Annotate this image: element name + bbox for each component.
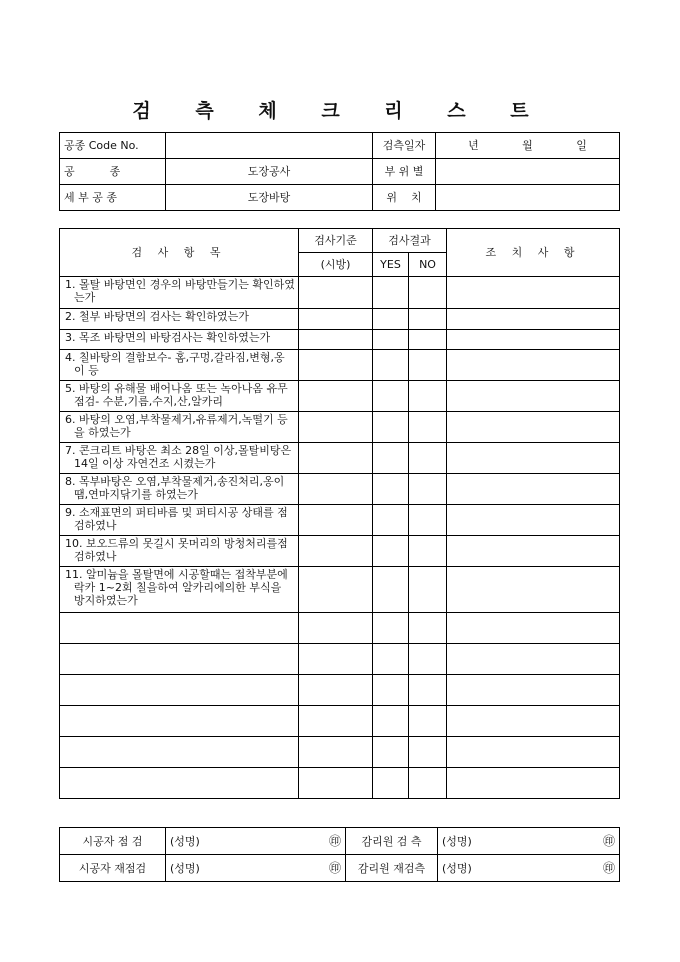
action-cell[interactable] bbox=[447, 737, 620, 768]
standard-cell[interactable] bbox=[299, 536, 373, 567]
action-cell[interactable] bbox=[447, 443, 620, 474]
item-cell bbox=[60, 613, 299, 644]
table-row bbox=[60, 443, 620, 474]
header-no: NO bbox=[409, 253, 447, 277]
standard-cell[interactable] bbox=[299, 474, 373, 505]
yes-cell[interactable] bbox=[373, 768, 409, 799]
standard-cell[interactable] bbox=[299, 443, 373, 474]
yes-cell[interactable] bbox=[373, 675, 409, 706]
standard-cell[interactable] bbox=[299, 350, 373, 381]
yes-cell[interactable] bbox=[373, 644, 409, 675]
supervisor-inspection-label: 감리원 검 측 bbox=[346, 828, 438, 855]
yes-cell[interactable] bbox=[373, 474, 409, 505]
no-cell[interactable] bbox=[409, 567, 447, 613]
info-row-trade bbox=[60, 159, 620, 185]
action-cell[interactable] bbox=[447, 330, 620, 350]
no-cell[interactable] bbox=[409, 309, 447, 330]
yes-cell[interactable] bbox=[373, 613, 409, 644]
location-value[interactable] bbox=[436, 185, 620, 211]
item-cell bbox=[60, 644, 299, 675]
blank-row bbox=[60, 675, 620, 706]
table-row bbox=[60, 330, 620, 350]
item-cell bbox=[60, 381, 299, 412]
seal-icon: ㊞ bbox=[328, 860, 341, 875]
no-cell[interactable] bbox=[409, 536, 447, 567]
action-cell[interactable] bbox=[447, 706, 620, 737]
item-cell bbox=[60, 330, 299, 350]
info-table bbox=[59, 132, 620, 211]
no-cell[interactable] bbox=[409, 737, 447, 768]
seal-icon: ㊞ bbox=[602, 833, 615, 848]
no-cell[interactable] bbox=[409, 706, 447, 737]
contractor-reinspection-label: 시공자 재점검 bbox=[60, 855, 166, 882]
subtrade-value[interactable]: 도장바탕 bbox=[166, 185, 373, 211]
table-row bbox=[60, 567, 620, 613]
yes-cell[interactable] bbox=[373, 737, 409, 768]
subtrade-label: 세 부 공 종 bbox=[60, 185, 166, 211]
inspection-date-value[interactable]: 년 월 일 bbox=[436, 133, 620, 159]
part-value[interactable] bbox=[436, 159, 620, 185]
yes-cell[interactable] bbox=[373, 536, 409, 567]
item-cell bbox=[60, 768, 299, 799]
info-row-subtrade bbox=[60, 185, 620, 211]
table-row bbox=[60, 474, 620, 505]
blank-row bbox=[60, 706, 620, 737]
standard-cell[interactable] bbox=[299, 567, 373, 613]
yes-cell[interactable] bbox=[373, 706, 409, 737]
standard-cell[interactable] bbox=[299, 644, 373, 675]
standard-cell[interactable] bbox=[299, 675, 373, 706]
checklist-item-text: 2. 철부 바탕면의 검사는 확인하였는가 bbox=[65, 310, 249, 323]
action-cell[interactable] bbox=[447, 277, 620, 309]
standard-cell[interactable] bbox=[299, 381, 373, 412]
no-cell[interactable] bbox=[409, 644, 447, 675]
standard-cell[interactable] bbox=[299, 309, 373, 330]
action-cell[interactable] bbox=[447, 309, 620, 330]
seal-icon: ㊞ bbox=[328, 833, 341, 848]
name-label: (성명) bbox=[170, 861, 200, 875]
header-standard-sub bbox=[299, 253, 373, 277]
yes-cell[interactable] bbox=[373, 443, 409, 474]
no-cell[interactable] bbox=[409, 768, 447, 799]
table-row bbox=[60, 505, 620, 536]
action-cell[interactable] bbox=[447, 675, 620, 706]
table-row bbox=[60, 350, 620, 381]
standard-cell[interactable] bbox=[299, 768, 373, 799]
standard-cell[interactable] bbox=[299, 330, 373, 350]
table-row bbox=[60, 277, 620, 309]
item-cell bbox=[60, 443, 299, 474]
no-cell[interactable] bbox=[409, 505, 447, 536]
no-cell[interactable] bbox=[409, 613, 447, 644]
header-item: 검 사 항 목 bbox=[60, 229, 299, 277]
info-row-code bbox=[60, 133, 620, 159]
no-cell[interactable] bbox=[409, 350, 447, 381]
header-yes: YES bbox=[373, 253, 409, 277]
action-cell[interactable] bbox=[447, 613, 620, 644]
table-row bbox=[60, 309, 620, 330]
action-cell[interactable] bbox=[447, 381, 620, 412]
part-label: 부 위 별 bbox=[373, 159, 436, 185]
action-cell[interactable] bbox=[447, 505, 620, 536]
standard-cell[interactable] bbox=[299, 613, 373, 644]
action-cell[interactable] bbox=[447, 474, 620, 505]
table-row bbox=[60, 536, 620, 567]
inspection-date-label: 검측일자 bbox=[373, 133, 436, 159]
checklist-item-text: 8. 목부바탕은 오염,부착물제거,송진처리,옹이땜,연마지닦기를 하였는가 bbox=[65, 475, 285, 501]
code-value[interactable] bbox=[166, 133, 373, 159]
trade-label: 공 종 bbox=[60, 159, 166, 185]
no-cell[interactable] bbox=[409, 443, 447, 474]
standard-cell[interactable] bbox=[299, 737, 373, 768]
checklist-item-text: 1. 몰탈 바탕면인 경우의 바탕만들기는 확인하였는가 bbox=[65, 278, 295, 304]
signoff-row-1 bbox=[60, 828, 620, 855]
supervisor-reinspection-label: 감리원 재검측 bbox=[346, 855, 438, 882]
no-cell[interactable] bbox=[409, 330, 447, 350]
trade-value[interactable]: 도장공사 bbox=[166, 159, 373, 185]
item-cell bbox=[60, 350, 299, 381]
no-cell[interactable] bbox=[409, 412, 447, 443]
header-standard bbox=[299, 229, 373, 253]
name-label: (성명) bbox=[442, 834, 472, 848]
item-cell bbox=[60, 505, 299, 536]
table-row bbox=[60, 412, 620, 443]
item-cell bbox=[60, 567, 299, 613]
action-cell[interactable] bbox=[447, 768, 620, 799]
yes-cell[interactable] bbox=[373, 381, 409, 412]
item-cell bbox=[60, 536, 299, 567]
yes-cell[interactable] bbox=[373, 350, 409, 381]
item-cell bbox=[60, 277, 299, 309]
yes-cell[interactable] bbox=[373, 567, 409, 613]
signoff-row-2 bbox=[60, 855, 620, 882]
checklist-item-text: 11. 알미늄을 몰탈면에 시공할때는 접착부분에 락카 1~2회 칠을하여 알카리에의한 부식을 방지하였는가 bbox=[65, 568, 288, 607]
no-cell[interactable] bbox=[409, 277, 447, 309]
seal-icon: ㊞ bbox=[602, 860, 615, 875]
blank-row bbox=[60, 768, 620, 799]
blank-row bbox=[60, 613, 620, 644]
yes-cell[interactable] bbox=[373, 330, 409, 350]
item-cell bbox=[60, 737, 299, 768]
table-row bbox=[60, 381, 620, 412]
yes-cell[interactable] bbox=[373, 309, 409, 330]
contractor-inspection-label: 시공자 점 검 bbox=[60, 828, 166, 855]
checklist-item-text: 9. 소재표면의 퍼티바름 및 퍼티시공 상태를 점검하였나 bbox=[65, 506, 288, 532]
checklist-body bbox=[60, 277, 620, 799]
item-cell bbox=[60, 675, 299, 706]
no-cell[interactable] bbox=[409, 381, 447, 412]
checklist-item-text: 4. 칠바탕의 결함보수- 홈,구멍,갈라짐,변형,옹이 등 bbox=[65, 351, 285, 377]
item-cell bbox=[60, 706, 299, 737]
item-cell bbox=[60, 474, 299, 505]
yes-cell[interactable] bbox=[373, 277, 409, 309]
item-cell bbox=[60, 309, 299, 330]
standard-cell[interactable] bbox=[299, 706, 373, 737]
name-label: (성명) bbox=[442, 861, 472, 875]
standard-cell[interactable] bbox=[299, 412, 373, 443]
page-title: 검 측 체 크 리 스 트 bbox=[132, 100, 548, 122]
action-cell[interactable] bbox=[447, 412, 620, 443]
contractor-reinspection-sign[interactable] bbox=[166, 855, 346, 882]
code-label: 공종 Code No. bbox=[60, 133, 166, 159]
checklist-item-text: 6. 바탕의 오염,부착물제거,유류제거,녹떨기 등을 하였는가 bbox=[65, 413, 288, 439]
contractor-inspection-sign[interactable] bbox=[166, 828, 346, 855]
standard-cell[interactable] bbox=[299, 277, 373, 309]
checklist-item-text: 5. 바탕의 유해물 배어나옴 또는 녹아나옴 유무점검- 수분,기름,수지,산,알카리 bbox=[65, 382, 288, 408]
checklist-table bbox=[59, 228, 620, 799]
location-label: 위 치 bbox=[373, 185, 436, 211]
blank-row bbox=[60, 644, 620, 675]
action-cell[interactable] bbox=[447, 536, 620, 567]
name-label: (성명) bbox=[170, 834, 200, 848]
action-cell[interactable] bbox=[447, 350, 620, 381]
yes-cell[interactable] bbox=[373, 412, 409, 443]
checklist-item-text: 3. 목조 바탕면의 바탕검사는 확인하였는가 bbox=[65, 331, 271, 344]
standard-cell[interactable] bbox=[299, 505, 373, 536]
header-row-1 bbox=[60, 229, 620, 253]
action-cell[interactable] bbox=[447, 644, 620, 675]
item-cell bbox=[60, 412, 299, 443]
supervisor-inspection-sign[interactable] bbox=[438, 828, 620, 855]
signoff-table bbox=[59, 827, 620, 882]
yes-cell[interactable] bbox=[373, 505, 409, 536]
no-cell[interactable] bbox=[409, 675, 447, 706]
header-standard-line1: 검사기준 bbox=[314, 234, 357, 247]
header-standard-line2: (시방) bbox=[320, 258, 351, 271]
blank-row bbox=[60, 737, 620, 768]
no-cell[interactable] bbox=[409, 474, 447, 505]
checklist-item-text: 10. 보오드류의 못길시 못머리의 방청처리를점검하였나 bbox=[65, 537, 288, 563]
action-cell[interactable] bbox=[447, 567, 620, 613]
header-result: 검사결과 bbox=[373, 229, 447, 253]
checklist-item-text: 7. 콘크리트 바탕은 최소 28일 이상,몰탈비탕은 14일 이상 자연건조 시켰는가 bbox=[65, 444, 292, 470]
supervisor-reinspection-sign[interactable] bbox=[438, 855, 620, 882]
header-action: 조 치 사 항 bbox=[447, 229, 620, 277]
